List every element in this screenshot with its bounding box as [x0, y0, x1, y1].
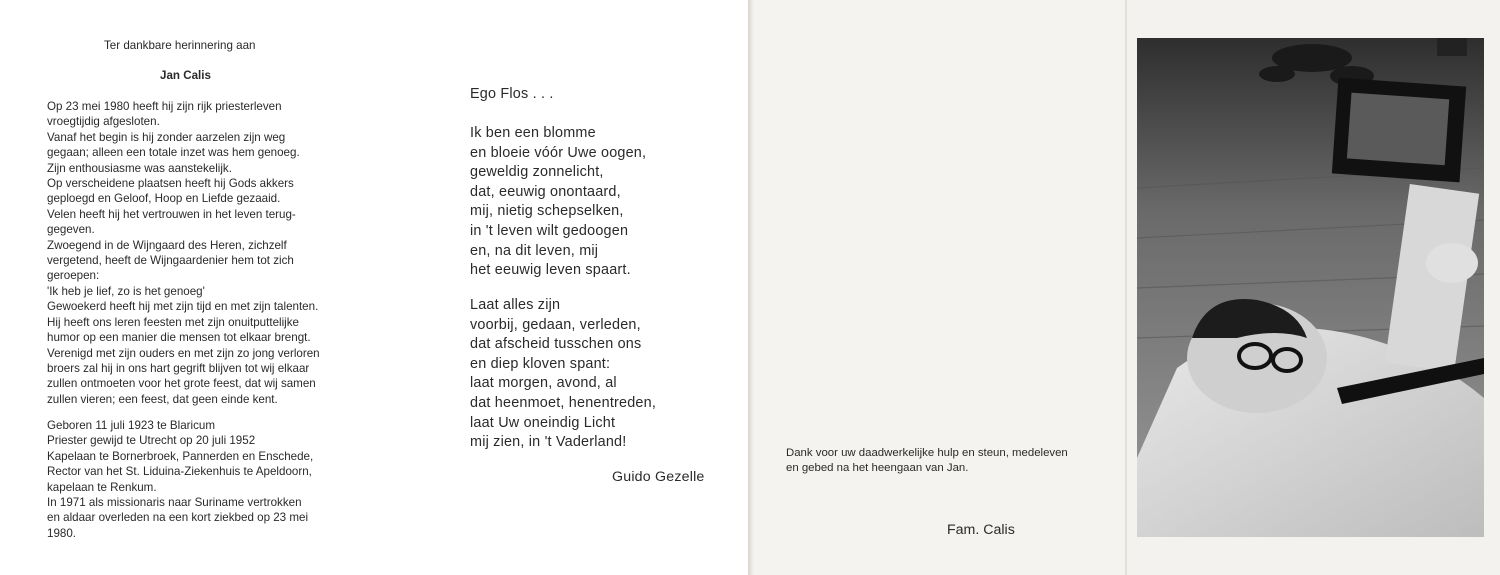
- poem-line: en diep kloven spant:: [470, 355, 611, 372]
- biography-line: gegaan; alleen een totale inzet was hem genoeg.: [47, 146, 300, 160]
- biography-line: Vanaf het begin is hij zonder aarzelen zijn weg: [47, 130, 286, 144]
- thanks-line: en gebed na het heengaan van Jan.: [786, 462, 969, 475]
- biography-line: geploegd en Geloof, Hoop en Liefde gezaaid.: [47, 192, 281, 206]
- life-detail-line: Kapelaan te Bornerbroek, Pannerden en Enschede,: [47, 449, 314, 463]
- biography-line: Zijn enthousiasme was aanstekelijk.: [47, 161, 232, 175]
- life-details-paragraph: [47, 418, 330, 541]
- biography-line: humor op een manier die mensen tot elkaar brengt.: [47, 331, 311, 345]
- portrait-photo-icon: [1137, 38, 1484, 537]
- poem-line: dat afscheid tusschen ons: [470, 336, 642, 353]
- memorial-heading: Ter dankbare herinnering aan: [104, 39, 256, 52]
- biography-line: broers zal hij in ons hart gegrift blijven tot wij elkaar: [47, 361, 310, 375]
- poem-line: en bloeie vóór Uwe oogen,: [470, 144, 647, 161]
- poem-line: Laat alles zijn: [470, 297, 561, 313]
- life-detail-line: kapelaan te Renkum.: [47, 480, 157, 494]
- life-detail-line: Geboren 11 juli 1923 te Blaricum: [47, 419, 215, 432]
- poem-line: het eeuwig leven spaart.: [470, 262, 631, 279]
- poem-line: mij, nietig schepselken,: [470, 203, 624, 220]
- poem-stanza-1: [470, 124, 646, 281]
- life-detail-line: en aldaar overleden na een kort ziekbed op 23 mei: [47, 511, 309, 525]
- life-detail-line: In 1971 als missionaris naar Suriname vertrokken: [47, 496, 302, 510]
- biography-line: Op verscheidene plaatsen heeft hij Gods akkers: [47, 177, 294, 191]
- poem-line: voorbij, gedaan, verleden,: [470, 316, 641, 333]
- biography-line: Hij heeft ons leren feesten met zijn onuitputtelijke: [47, 315, 299, 329]
- life-detail-line: Rector van het St. Liduina-Ziekenhuis te Apeldoorn,: [47, 465, 312, 479]
- biography-line: zullen vieren; een feest, dat geen einde kent.: [47, 392, 278, 406]
- poem-line: geweldig zonnelicht,: [470, 164, 604, 181]
- thanks-panel: [748, 0, 1126, 575]
- poem-line: laat morgen, avond, al: [470, 375, 617, 392]
- biography-line: gegeven.: [47, 223, 95, 237]
- poem-author: Guido Gezelle: [612, 469, 705, 485]
- thanks-line: Dank voor uw daadwerkelijke hulp en steun, medeleven: [786, 447, 1068, 459]
- poem-line: dat, eeuwig onontaard,: [470, 183, 621, 200]
- poem-stanza-2: [470, 296, 656, 453]
- life-detail-line: Priester gewijd te Utrecht op 20 juli 1952: [47, 434, 256, 448]
- biography-line: Zwoegend in de Wijngaard des Heren, zichzelf: [47, 238, 287, 252]
- card-fold-divider: [1125, 0, 1127, 575]
- life-detail-line: 1980.: [47, 526, 77, 540]
- poem-line: laat Uw oneindig Licht: [470, 414, 616, 431]
- biography-line: geroepen:: [47, 269, 100, 283]
- poem-title: Ego Flos . . .: [470, 86, 554, 102]
- biography-line: Op 23 mei 1980 heeft hij zijn rijk priesterleven: [47, 100, 282, 113]
- deceased-name: Jan Calis: [160, 69, 211, 82]
- poem-line: mij zien, in 't Vaderland!: [470, 434, 627, 451]
- biography-line: vergetend, heeft de Wijngaardenier hem tot zich: [47, 254, 294, 268]
- biography-line: Gewoekerd heeft hij met zijn tijd en met zijn talenten.: [47, 300, 319, 314]
- poem-line: in 't leven wilt gedoogen: [470, 222, 629, 239]
- poem-panel: [375, 0, 748, 575]
- thanks-message: [786, 446, 1096, 476]
- biography-line: Velen heeft hij het vertrouwen in het leven terug-: [47, 207, 296, 221]
- portrait-photo-svg: [1137, 38, 1484, 537]
- biography-line: 'Ik heb je lief, zo is het genoeg': [47, 284, 205, 298]
- poem-line: en, na dit leven, mij: [470, 242, 599, 259]
- biography-paragraph: [47, 99, 330, 407]
- family-signature: Fam. Calis: [947, 522, 1015, 538]
- biography-line: vroegtijdig afgesloten.: [47, 115, 160, 129]
- biography-line: zullen ontmoeten voor het grote feest, dat wij samen: [47, 377, 316, 391]
- biography-line: Verenigd met zijn ouders en met zijn zo jong verloren: [47, 346, 320, 360]
- poem-line: Ik ben een blomme: [470, 125, 596, 141]
- poem-line: dat heenmoet, henentreden,: [470, 394, 657, 411]
